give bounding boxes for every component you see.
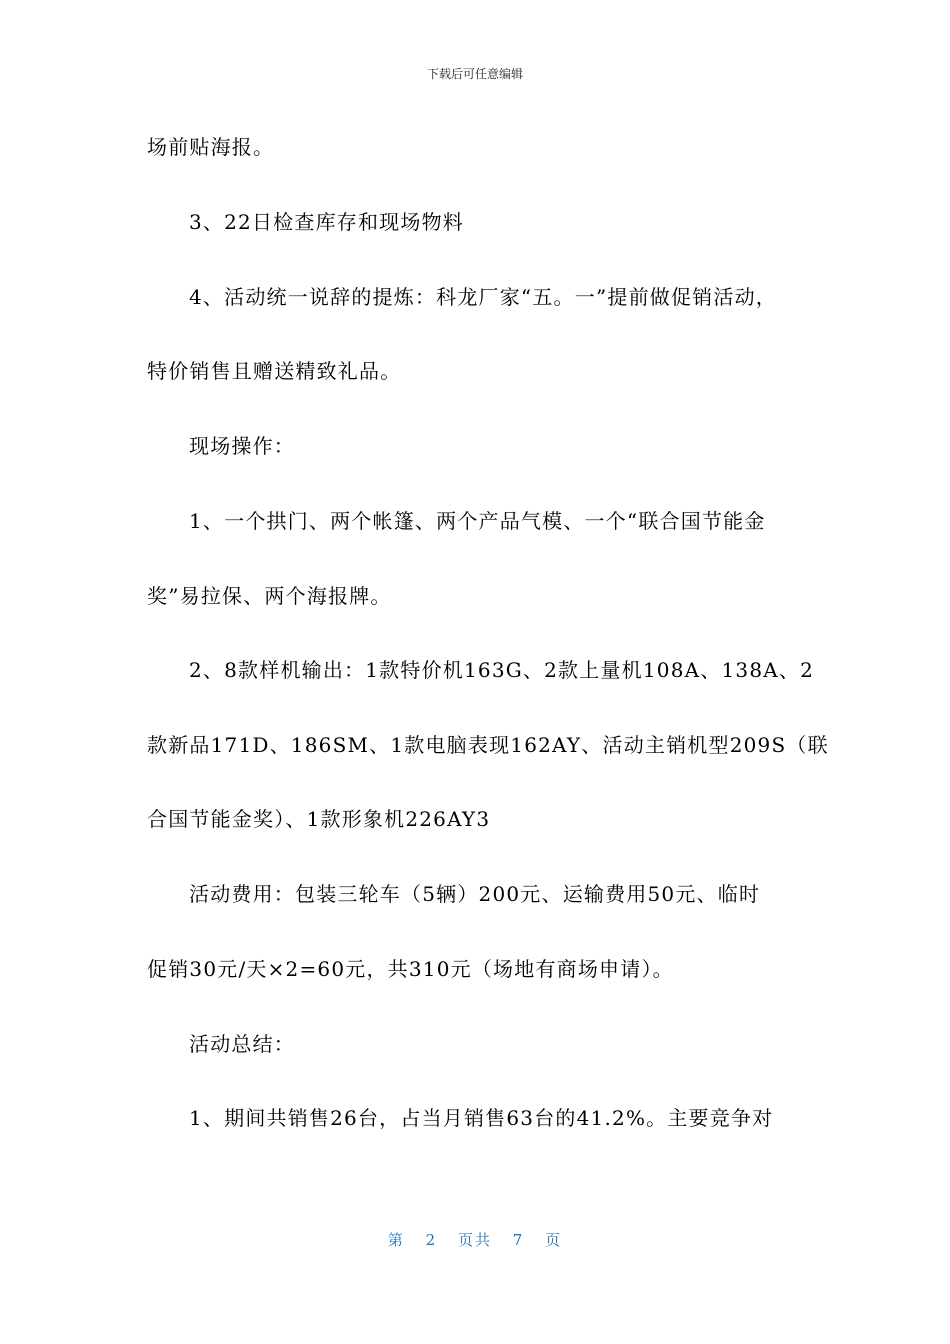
paragraph-line: 2、8款样机输出：1款特价机163G、2款上量机108A、138A、2 (189, 658, 815, 682)
paragraph-line: 1、期间共销售26台，占当月销售63台的41.2%。主要竞争对 (189, 1106, 774, 1130)
paragraph-line: 合国节能金奖）、1款形象机226AY3 (147, 807, 491, 831)
paragraph-line: 活动总结： (189, 1032, 295, 1056)
paragraph-line: 1、一个拱门、两个帐篷、两个产品气模、一个“联合国节能金 (189, 509, 766, 533)
paragraph-line: 现场操作： (189, 434, 295, 458)
paragraph-line: 活动费用：包装三轮车（5辆）200元、运输费用50元、临时 (189, 882, 761, 906)
paragraph-line: 3、22日检查库存和现场物料 (189, 210, 464, 234)
paragraph-line: 4、活动统一说辞的提炼：科龙厂家“五。一”提前做促销活动， (189, 285, 777, 309)
paragraph-line: 促销30元/天×2=60元，共310元（场地有商场申请）。 (147, 957, 674, 981)
page-number-footer: 第 2 页共 7 页 (387, 1231, 563, 1249)
paragraph-line: 款新品171D、186SM、1款电脑表现162AY、活动主销机型209S（联 (147, 733, 829, 757)
paragraph-line: 场前贴海报。 (147, 135, 275, 159)
paragraph-line: 特价销售且赠送精致礼品。 (147, 359, 402, 383)
page-header: 下载后可任意编辑 (426, 67, 523, 81)
paragraph-line: 奖”易拉保、两个海报牌。 (147, 584, 392, 608)
